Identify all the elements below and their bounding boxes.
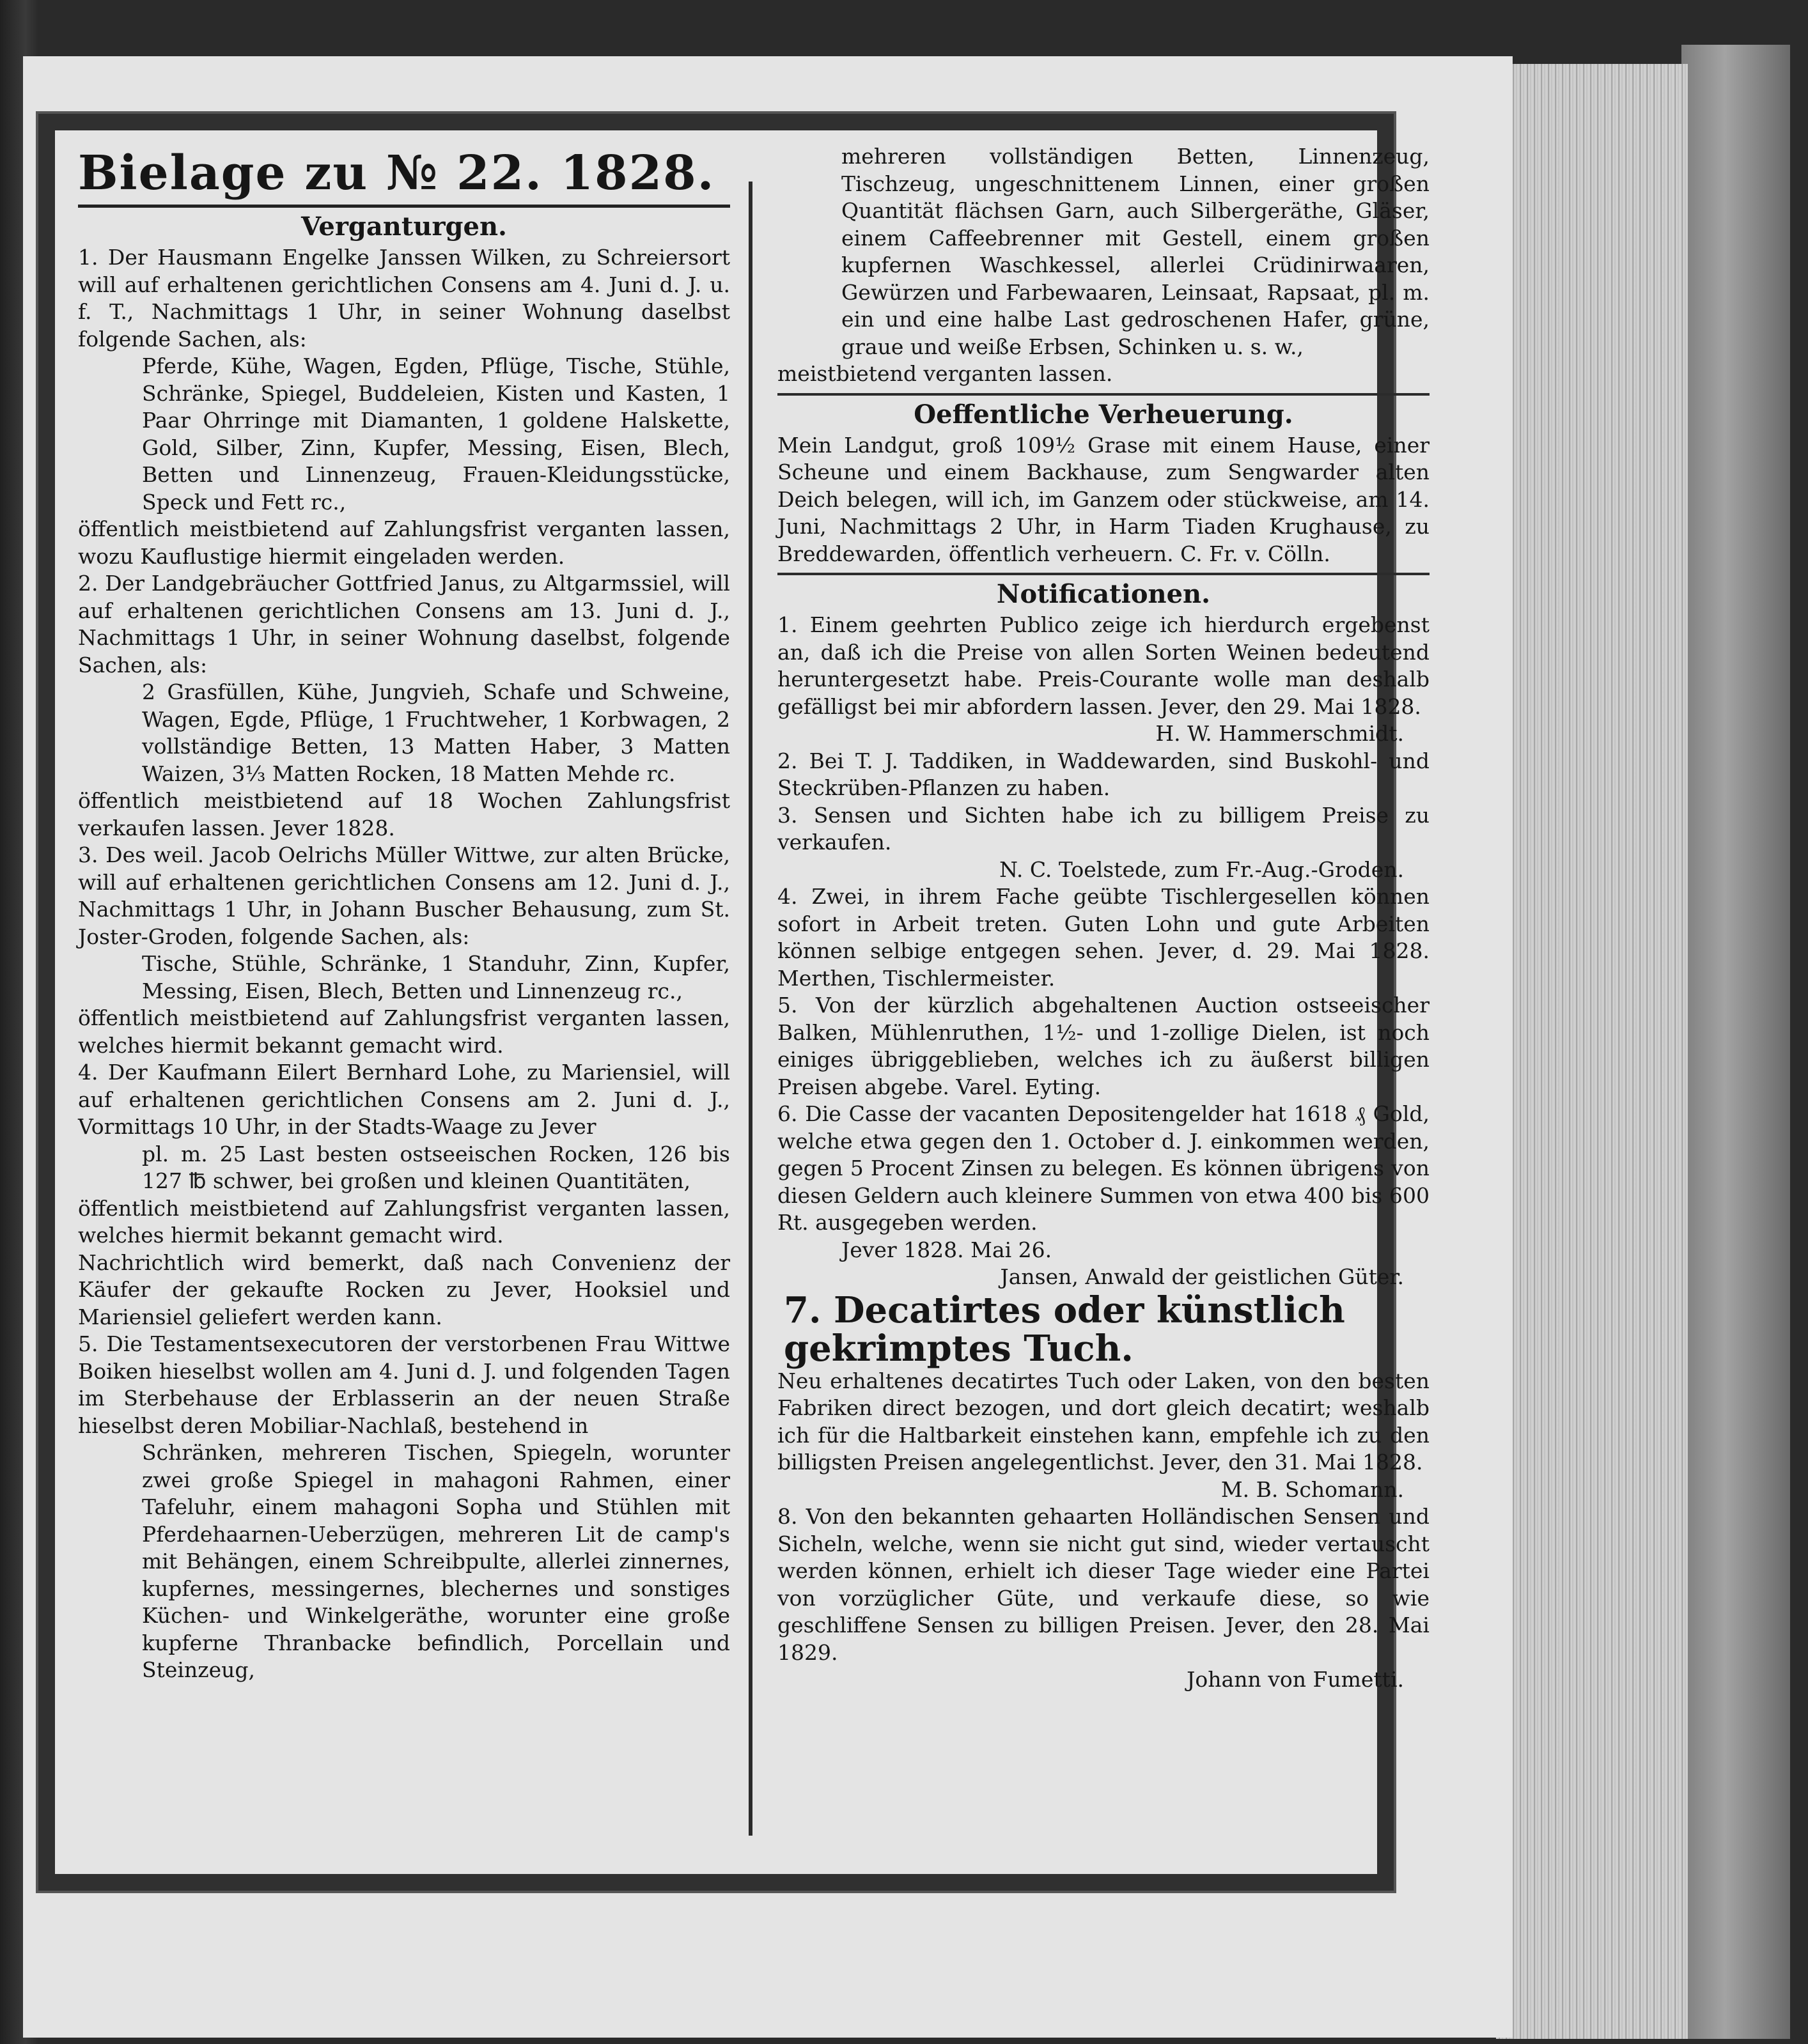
- notification-4: 4. Zwei, in ihrem Fache geübte Tischlergesellen können sofort in Arbeit treten. Guten Lohn und gute Arbeiten können selbige entgegen sehen. Jever, d. 29. Mai 1828. Merthen, Tischlermeister.: [777, 884, 1430, 991]
- notice-3: 3. Des weil. Jacob Oelrichs Müller Wittwe, zur alten Brücke, will auf erhaltenen gerichtlichen Consens am 12. Juni d. J., Nachmittags 1 Uhr, in Johann Buscher Behausung, zum St. Joster-Groden, folgende Sachen, als:: [78, 842, 730, 949]
- notice-5-end: meistbietend verganten lassen.: [777, 361, 1113, 386]
- notice-1: 1. Der Hausmann Engelke Janssen Wilken, zu Schreiersort will auf erhaltenen gerichtlichen Consens am 4. Juni d. J. u. f. T., Nachmittags 1 Uhr, in seiner Wohnung daselbst folgende Sachen, als:: [78, 245, 730, 352]
- section-rule: [777, 393, 1430, 396]
- notice-3-items: Tische, Stühle, Schränke, 1 Standuhr, Zinn, Kupfer, Messing, Eisen, Blech, Betten und Linnenzeug rc.,: [142, 951, 730, 1003]
- right-column: [777, 143, 1430, 1694]
- column-divider: [749, 182, 752, 1836]
- notice-4-items: pl. m. 25 Last besten ostseeischen Rocken, 126 bis 127 ℔ schwer, bei großen und kleinen Quantitäten,: [142, 1141, 730, 1193]
- decorative-border: [38, 114, 1430, 1891]
- notification-7-headline: 7. Decatirtes oder künstlich gekrimptes Tuch.: [784, 1289, 1345, 1370]
- notice-3-end: öffentlich meistbietend auf Zahlungsfrist verganten lassen, welches hiermit bekannt gemacht wird.: [78, 1005, 730, 1058]
- notice-2-end: öffentlich meistbietend auf 18 Wochen Zahlungsfrist verkaufen lassen. Jever 1828.: [78, 788, 730, 840]
- notification-7-signature: M. B. Schomann.: [1220, 1476, 1404, 1502]
- notification-8: 8. Von den bekannten gehaarten Holländischen Sensen und Sicheln, welche, wenn sie nicht gut sind, wieder vertauscht werden können, erhielt ich dieser Tage wieder eine Partei von vorzüglicher Güte, und verkaufe diese, so wie geschliffene Sensen zu billigen Preisen. Jever, den 28. Mai 1829.: [777, 1504, 1430, 1665]
- notification-3-signature: N. C. Toelstede, zum Fr.-Aug.-Groden.: [999, 856, 1404, 882]
- page-title: Bielage zu № 22. 1828.: [78, 146, 730, 208]
- notice-5-items: Schränken, mehreren Tischen, Spiegeln, worunter zwei große Spiegel in mahagoni Rahmen, einer Tafeluhr, einem mahagoni Sopha und Stühlen mit Pferdehaarnen-Ueberzügen, mehreren Lit de camp's mit Behängen, einem Schreibpulte, allerlei zinnernes, kupfernes, messingernes, blechernes und sonstiges Küchen- und Winkelgeräthe, worunter eine große kupferne Thranbacke befindlich, Porcellain und Steinzeug,: [142, 1440, 730, 1682]
- notice-2-items: 2 Grasfüllen, Kühe, Jungvieh, Schafe und Schweine, Wagen, Egde, Pflüge, 1 Fruchtweher, 1 Korbwagen, 2 vollständige Betten, 13 Matten Haber, 3 Matten Waizen, 3⅓ Matten Rocken, 18 Matten Mehde rc.: [142, 679, 730, 786]
- notification-6: 6. Die Casse der vacanten Depositengelder hat 1618 ₰ Gold, welche etwa gegen den 1. October d. J. einkommen werden, gegen 5 Procent Zinsen zu belegen. Es können übrigens von diesen Geldern auch kleinere Summen von etwa 400 bis 600 Rt. ausgegeben werden.: [777, 1101, 1430, 1235]
- section-rule: [777, 573, 1430, 575]
- notice-2: 2. Der Landgebräucher Gottfried Janus, zu Altgarmssiel, will auf erhaltenen gerichtlichen Consens am 13. Juni d. J., Nachmittags 1 Uhr, in seiner Wohnung daselbst, folgende Sachen, als:: [78, 571, 730, 677]
- notice-5-continued: mehreren vollständigen Betten, Linnenzeug, Tischzeug, ungeschnittenem Linnen, einer großen Quantität flächsen Garn, auch Silbergeräthe, Gläser, einem Caffeebrenner mit Gestell, einem großen kupfernen Waschkessel, allerlei Crüdinirwaaren, Gewürzen und Farbewaaren, Leinsaat, Rapsaat, pl. m. ein und eine halbe Last gedroschenen Hafer, grüne, graue und weiße Erbsen, Schinken u. s. w.,: [841, 144, 1430, 359]
- verheuerung-notice: Mein Landgut, groß 109½ Grase mit einem Hause, einer Scheune und einem Backhause, zum Sengwarder alten Deich belegen, will ich, im Ganzem oder stückweise, am 14. Juni, Nachmittags 2 Uhr, in Harm Tiaden Krughause, zu Breddewarden, öffentlich verheuern. C. Fr. v. Cölln.: [777, 432, 1430, 566]
- notification-5: 5. Von der kürzlich abgehaltenen Auction ostseeischer Balken, Mühlenruthen, 1½- und 1-zollige Dielen, ist noch einiges übriggeblieben, welches ich zu äußerst billigen Preisen abgebe. Varel. Eyting.: [777, 993, 1430, 1099]
- section-heading-notificationen: Notificationen.: [996, 579, 1211, 609]
- notification-8-signature: Johann von Fumetti.: [1187, 1667, 1404, 1692]
- notice-1-items: Pferde, Kühe, Wagen, Egden, Pflüge, Tische, Stühle, Schränke, Spiegel, Buddeleien, Kisten und Kasten, 1 Paar Ohrringe mit Diamanten, 1 goldene Halskette, Gold, Silber, Zinn, Kupfer, Messing, Eisen, Blech, Betten und Linnenzeug, Frauen-Kleidungsstücke, Speck und Fett rc.,: [142, 353, 730, 515]
- page-content: [74, 143, 1430, 1848]
- notice-4-end: öffentlich meistbietend auf Zahlungsfrist verganten lassen, welches hiermit bekannt gemacht wird.: [78, 1195, 730, 1248]
- notification-6-date: Jever 1828. Mai 26.: [841, 1237, 1052, 1262]
- notification-6-signature: Jansen, Anwald der geistlichen Güter.: [1000, 1264, 1404, 1289]
- notification-2: 2. Bei T. J. Taddiken, in Waddewarden, sind Buskohl- und Steckrüben-Pflanzen zu haben.: [777, 748, 1430, 800]
- section-heading-verganturgen: Verganturgen.: [301, 212, 507, 242]
- notification-1-signature: H. W. Hammerschmidt.: [1155, 721, 1404, 746]
- left-column: [78, 143, 730, 1684]
- notification-3: 3. Sensen und Sichten habe ich zu billigem Preise zu verkaufen.: [777, 802, 1430, 855]
- section-heading-verheuerung: Oeffentliche Verheuerung.: [914, 399, 1293, 430]
- notice-5: 5. Die Testamentsexecutoren der verstorbenen Frau Wittwe Boiken hieselbst wollen am 4. Juni d. J. und folgenden Tagen im Sterbehause der Erblasserin an der neuen Straße hieselbst deren Mobiliar-Nachlaß, bestehend in: [78, 1331, 730, 1438]
- notification-7: Neu erhaltenes decatirtes Tuch oder Laken, von den besten Fabriken direct bezogen, und dort gleich decatirt; weshalb ich für die Haltbarkeit einstehen kann, empfehle ich zu den billigsten Preisen angelegentlichst. Jever, den 31. Mai 1828.: [777, 1368, 1430, 1475]
- book-spine: [1681, 45, 1790, 2039]
- notice-1-end: öffentlich meistbietend auf Zahlungsfrist verganten lassen, wozu Kauflustige hiermit eingeladen werden.: [78, 516, 730, 569]
- notification-1: 1. Einem geehrten Publico zeige ich hierdurch ergebenst an, daß ich die Preise von allen Sorten Weinen bedeutend heruntergesetzt habe. Preis-Courante wolle man deshalb gefälligst bei mir abfordern lassen. Jever, den 29. Mai 1828.: [777, 612, 1430, 719]
- notice-4: 4. Der Kaufmann Eilert Bernhard Lohe, zu Mariensiel, will auf erhaltenen gerichtlichen Consens am 2. Juni d. J., Vormittags 10 Uhr, in der Stadts-Waage zu Jever: [78, 1060, 730, 1139]
- page-stack-edge: [1496, 64, 1688, 2039]
- notice-4-note: Nachrichtlich wird bemerkt, daß nach Convenienz der Käufer der gekaufte Rocken zu Jever, Hooksiel und Mariensiel geliefert werden kann.: [78, 1250, 730, 1329]
